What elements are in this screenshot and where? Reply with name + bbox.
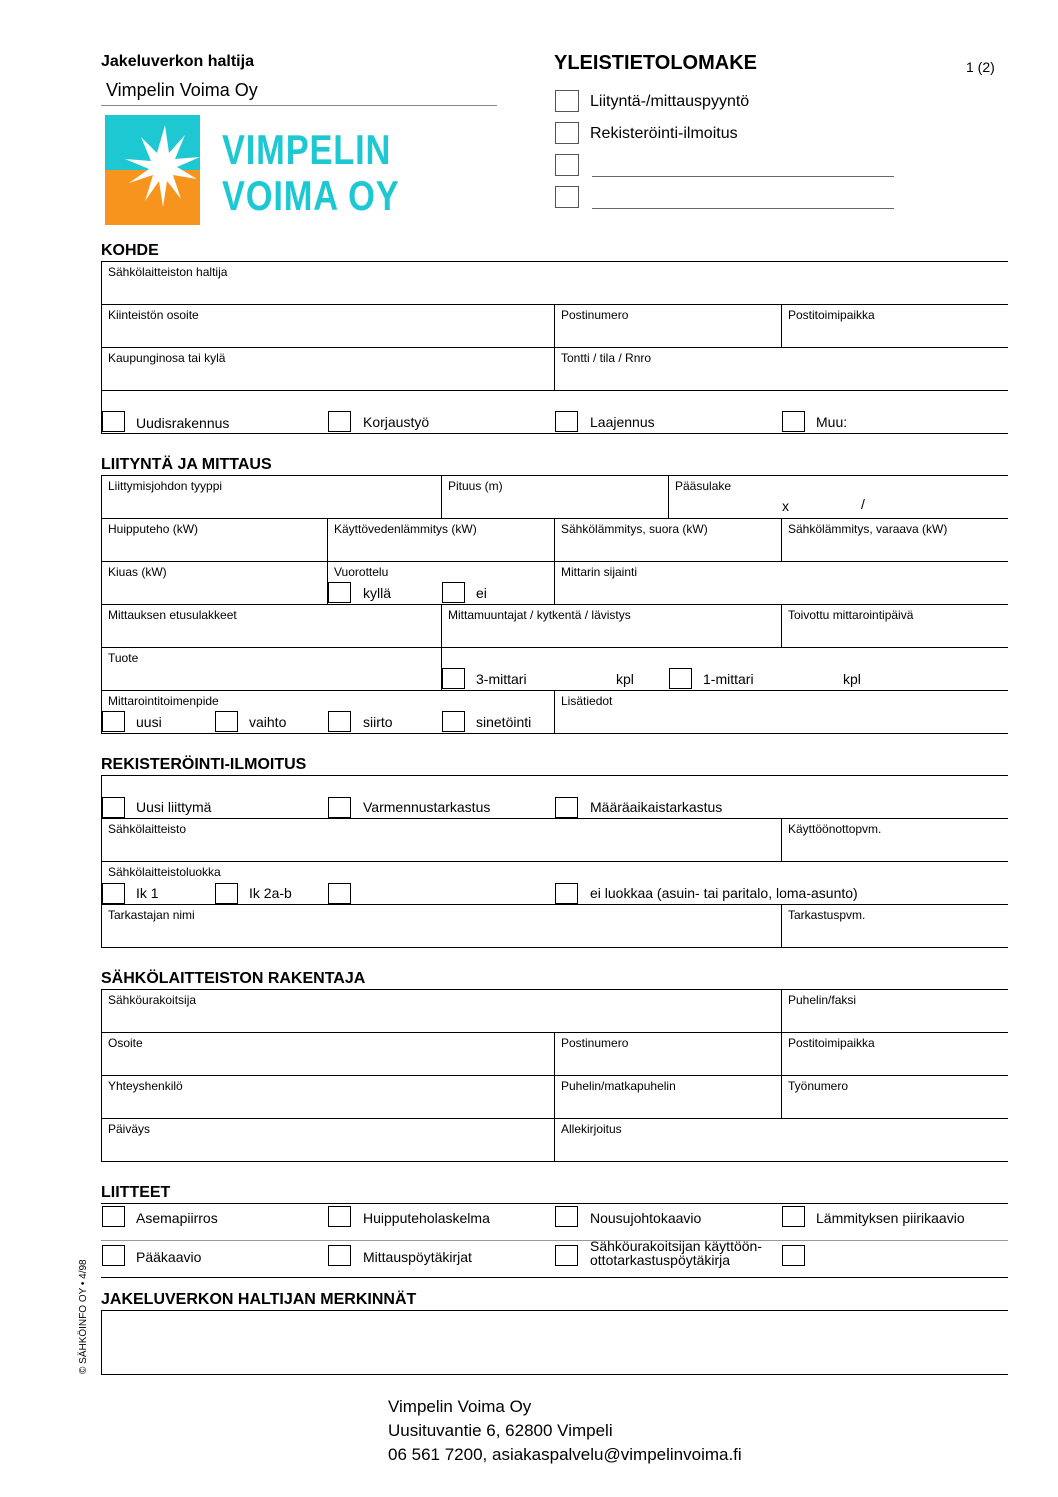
meter1-pcs-label: kpl (843, 671, 861, 687)
riser-diagram-label: Nousujohtokaavio (590, 1210, 702, 1226)
field-work-number[interactable]: Työnumero (788, 1079, 849, 1093)
rule (668, 475, 669, 518)
section-notes-title: JAKELUVERKON HALTIJAN MERKINNÄT (101, 1291, 417, 1308)
other-work-label: Muu: (816, 414, 848, 430)
section-registration-title: REKISTERÖINTI-ILMOITUS (101, 756, 307, 773)
field-phone-mobile[interactable]: Puhelin/matkapuhelin (561, 1079, 676, 1093)
checkbox-other-1[interactable] (555, 154, 579, 176)
checkbox-action-seal[interactable] (442, 711, 465, 732)
class-1-label: Ik 1 (136, 885, 159, 901)
checkbox-action-new[interactable] (102, 711, 125, 732)
rule (101, 989, 102, 1161)
field-installation[interactable]: Sähkölaitteisto (108, 822, 187, 836)
checkbox-verification-inspection[interactable] (328, 797, 351, 818)
company-logo (105, 115, 200, 225)
checkbox-repair[interactable] (328, 411, 351, 432)
rule (101, 1161, 1008, 1162)
main-fuse-x: x (782, 498, 789, 514)
logo-text-line2: VOIMA OY (222, 172, 400, 219)
checkbox-site-plan[interactable] (102, 1206, 125, 1227)
commissioning-report-label-2: ottotarkastuspöytäkirja (590, 1252, 731, 1268)
rule (101, 1240, 1008, 1241)
no-class-label: ei luokkaa (asuin- tai paritalo, loma-asunto) (590, 885, 858, 901)
checkbox-connection-request[interactable] (555, 90, 579, 112)
field-system-owner[interactable]: Sähkölaitteiston haltija (108, 265, 228, 279)
action-seal-label: sinetöinti (476, 714, 532, 730)
field-district[interactable]: Kaupunginosa tai kylä (108, 351, 226, 365)
class-2ab-label: Ik 2a-b (249, 885, 292, 901)
logo-text-line1: VIMPELIN (222, 126, 392, 173)
checkbox-riser-diagram[interactable] (555, 1206, 578, 1227)
alternation-label: Vuorottelu (334, 565, 389, 579)
field-extra-info[interactable]: Lisätiedot (561, 694, 613, 708)
field-postal-code[interactable]: Postinumero (561, 308, 629, 322)
field-post-office[interactable]: Postitoimipaikka (788, 308, 875, 322)
rule (101, 475, 1008, 476)
alternation-yes-label: kyllä (363, 585, 392, 601)
rule (781, 604, 782, 647)
section-attachments-title: LIITTEET (101, 1184, 171, 1201)
action-move-label: siirto (363, 714, 393, 730)
page-number: 1 (2) (966, 59, 995, 75)
rule (101, 261, 1008, 262)
checkbox-commissioning-report[interactable] (555, 1245, 578, 1266)
rule (101, 989, 1008, 990)
meter3-label: 3-mittari (476, 671, 527, 687)
field-length[interactable]: Pituus (m) (448, 479, 503, 493)
meter3-pcs-label: kpl (616, 671, 634, 687)
rule (101, 904, 1008, 905)
field-builder-post-office[interactable]: Postitoimipaikka (788, 1036, 875, 1050)
other-1-line[interactable] (592, 176, 894, 177)
field-product[interactable]: Tuote (108, 651, 139, 665)
checkbox-extension[interactable] (555, 411, 578, 432)
action-new-label: uusi (136, 714, 162, 730)
checkbox-registration-notice[interactable] (555, 122, 579, 144)
field-date[interactable]: Päiväys (108, 1122, 151, 1136)
checkbox-class-2ab[interactable] (215, 883, 238, 904)
rule (101, 261, 102, 433)
checkbox-3-meter[interactable] (442, 668, 465, 689)
field-inspection-date[interactable]: Tarkastuspvm. (788, 908, 866, 922)
field-heating-direct[interactable]: Sähkölämmitys, suora (kW) (561, 522, 708, 536)
commissioning-report-label-1: Sähköurakoitsijan käyttöön- (590, 1238, 762, 1254)
checkbox-action-move[interactable] (328, 711, 351, 732)
checkbox-heating-circuit[interactable] (782, 1206, 805, 1227)
checkbox-periodic-inspection[interactable] (555, 797, 578, 818)
meter1-label: 1-mittari (703, 671, 754, 687)
verification-inspection-label: Varmennustarkastus (363, 799, 491, 815)
footer-address: Uusituvantie 6, 62800 Vimpeli (388, 1421, 613, 1440)
field-commission-date[interactable]: Käyttöönottopvm. (788, 822, 882, 836)
meter-action-label: Mittarointitoimenpide (108, 694, 219, 708)
field-phone-fax[interactable]: Puhelin/faksi (788, 993, 857, 1007)
rule (101, 733, 1008, 734)
rule (781, 304, 782, 347)
field-meter-location[interactable]: Mittarin sijainti (561, 565, 638, 579)
field-property-address[interactable]: Kiinteistön osoite (108, 308, 199, 322)
field-main-fuse[interactable]: Pääsulake (675, 479, 732, 493)
rule (554, 690, 555, 733)
rule (101, 775, 1008, 776)
checkbox-attachment-other[interactable] (782, 1245, 805, 1266)
checkbox-class-1[interactable] (102, 883, 125, 904)
new-building-label: Uudisrakennus (136, 415, 230, 431)
field-inspector-name[interactable]: Tarkastajan nimi (108, 908, 195, 922)
rule (441, 475, 442, 518)
section-connection-title: LIITYNTÄ JA MITTAUS (101, 456, 272, 473)
peak-power-calc-label: Huipputeholaskelma (363, 1210, 490, 1226)
connection-request-label: Liityntä-/mittauspyyntö (590, 93, 750, 110)
checkbox-alternation-no[interactable] (442, 582, 465, 603)
rule (101, 947, 1008, 948)
rule (101, 818, 1008, 819)
rule (101, 1277, 1008, 1278)
field-water-heating[interactable]: Käyttövedenlämmitys (kW) (334, 522, 477, 536)
section-kohde-title: KOHDE (101, 242, 159, 259)
checkbox-main-diagram[interactable] (102, 1245, 125, 1266)
checkbox-new-building[interactable] (102, 411, 125, 432)
sun-logo-icon (105, 115, 200, 225)
section-builder-title: SÄHKÖLAITTEISTON RAKENTAJA (101, 970, 366, 987)
owner-underline (101, 105, 497, 106)
field-cable-type[interactable]: Liittymisjohdon tyyppi (108, 479, 223, 493)
measurement-records-label: Mittauspöytäkirjat (363, 1249, 472, 1265)
main-diagram-label: Pääkaavio (136, 1249, 202, 1265)
field-contractor[interactable]: Sähköurakoitsija (108, 993, 197, 1007)
action-replace-label: vaihto (249, 714, 287, 730)
extension-label: Laajennus (590, 414, 655, 430)
rule (554, 1032, 555, 1161)
rule (101, 604, 1008, 605)
field-meter-date[interactable]: Toivottu mittarointipäivä (788, 608, 914, 622)
footer-company: Vimpelin Voima Oy (388, 1397, 532, 1416)
notes-area[interactable] (102, 1311, 1007, 1373)
heating-circuit-label: Lämmityksen piirikaavio (816, 1210, 965, 1226)
checkbox-peak-power-calc[interactable] (328, 1206, 351, 1227)
side-copyright: © SÄHKÖINFO OY • 4/98 (78, 1259, 89, 1374)
rule (101, 861, 1008, 862)
field-builder-postal-code[interactable]: Postinumero (561, 1036, 629, 1050)
checkbox-other-2[interactable] (555, 186, 579, 208)
rule (781, 904, 782, 947)
checkbox-measurement-records[interactable] (328, 1245, 351, 1266)
periodic-inspection-label: Määräaikaistarkastus (590, 799, 723, 815)
form-title: YLEISTIETOLOMAKE (554, 52, 757, 74)
rule (101, 1203, 1008, 1204)
site-plan-label: Asemapiirros (136, 1210, 218, 1226)
repair-label: Korjaustyö (363, 414, 430, 430)
rule (781, 989, 782, 1118)
new-connection-label: Uusi liittymä (136, 799, 212, 815)
field-contact-person[interactable]: Yhteyshenkilö (108, 1079, 183, 1093)
field-heating-storage[interactable]: Sähkölämmitys, varaava (kW) (788, 522, 948, 536)
field-sauna[interactable]: Kiuas (kW) (108, 565, 167, 579)
checkbox-action-replace[interactable] (215, 711, 238, 732)
field-meter-prefuses[interactable]: Mittauksen etusulakkeet (108, 608, 237, 622)
installation-class-label: Sähkölaitteistoluokka (108, 865, 221, 879)
owner-name: Vimpelin Voima Oy (106, 80, 258, 100)
field-plot[interactable]: Tontti / tila / Rnro (561, 351, 652, 365)
checkbox-class-other[interactable] (328, 883, 351, 904)
owner-title: Jakeluverkon haltija (101, 53, 254, 70)
footer-contact: 06 561 7200, asiakaspalvelu@vimpelinvoima.fi (388, 1445, 742, 1464)
field-transformers[interactable]: Mittamuuntajat / kytkentä / lävistys (448, 608, 631, 622)
field-signature[interactable]: Allekirjoitus (561, 1122, 622, 1136)
rule (554, 518, 555, 604)
rule (781, 818, 782, 861)
checkbox-1-meter[interactable] (669, 668, 692, 689)
checkbox-no-class[interactable] (555, 883, 578, 904)
registration-notice-label: Rekisteröinti-ilmoitus (590, 125, 738, 142)
checkbox-other-work[interactable] (782, 411, 805, 432)
rule (101, 390, 1008, 391)
rule (101, 475, 102, 733)
alternation-no-label: ei (476, 585, 487, 601)
main-fuse-slash: / (861, 496, 865, 512)
rule (554, 304, 555, 390)
field-builder-address[interactable]: Osoite (108, 1036, 143, 1050)
rule (781, 518, 782, 561)
rule (101, 647, 1008, 648)
other-2-line[interactable] (592, 208, 894, 209)
checkbox-alternation-yes[interactable] (328, 582, 351, 603)
rule (101, 433, 1008, 434)
checkbox-new-connection[interactable] (102, 797, 125, 818)
field-peak-power[interactable]: Huipputeho (kW) (108, 522, 199, 536)
rule (101, 1374, 1008, 1375)
